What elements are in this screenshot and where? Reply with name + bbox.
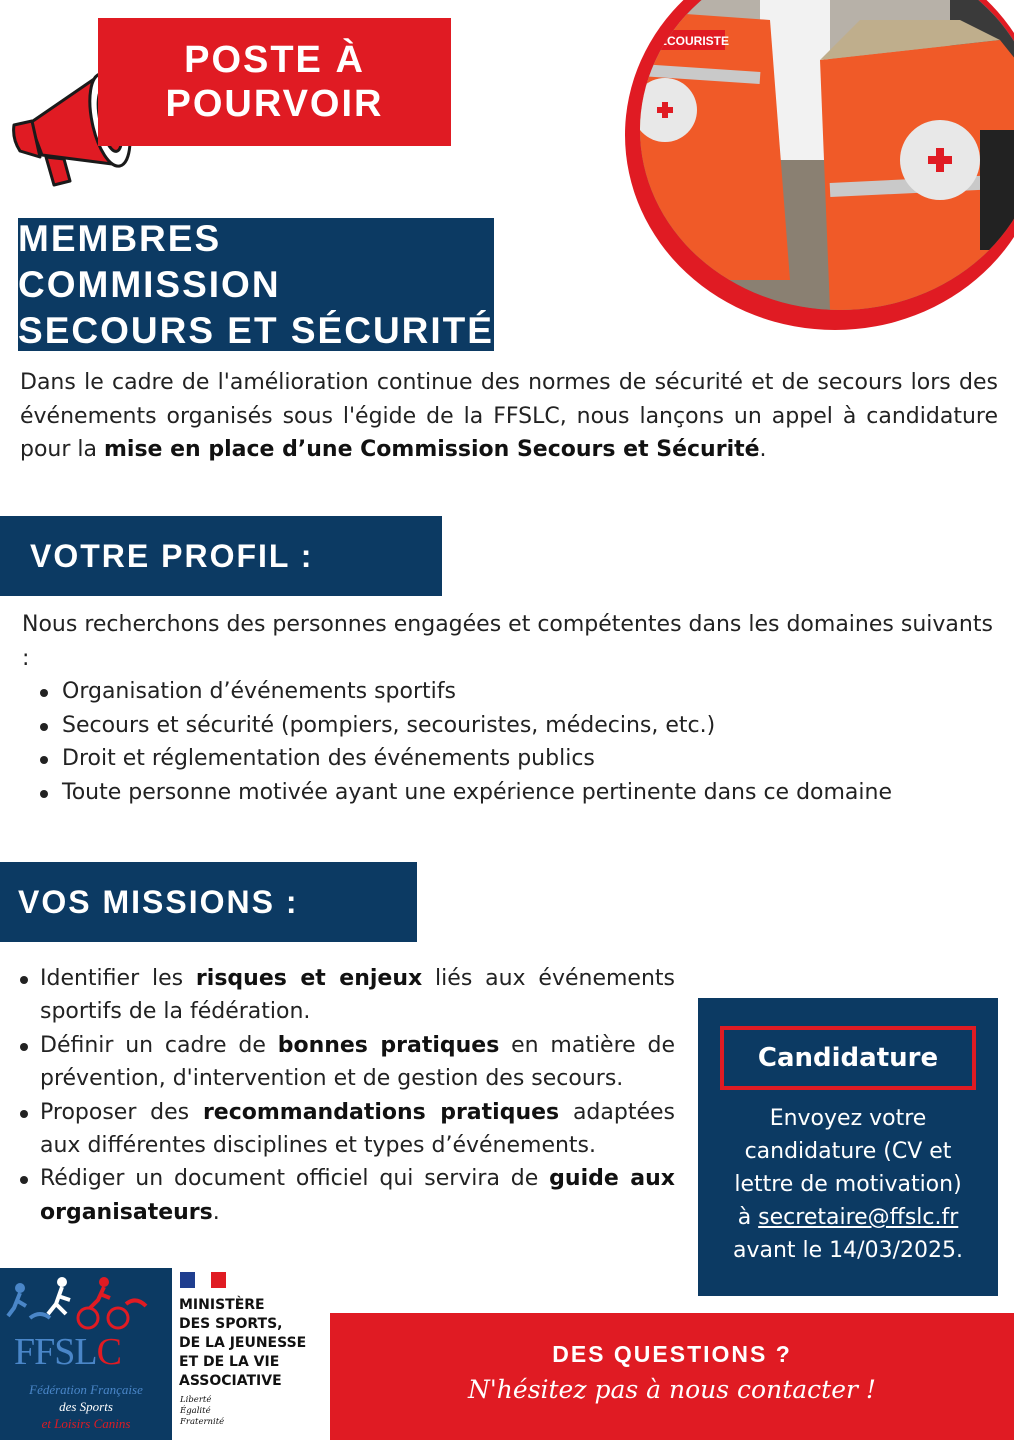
candidature-text bbox=[708, 1102, 988, 1267]
list-item: Secours et sécurité (pompiers, secouristes, médecins, etc.) bbox=[40, 709, 892, 743]
missions-heading: VOS MISSIONS : bbox=[18, 883, 299, 920]
candidature-box bbox=[698, 998, 998, 1296]
profile-list bbox=[40, 675, 892, 809]
email-link[interactable]: secretaire@ffslc.fr bbox=[758, 1205, 959, 1230]
photo-badge-text: SECOURISTE bbox=[650, 34, 730, 48]
candidature-title-frame bbox=[720, 1026, 976, 1090]
list-item: Rédiger un document officiel qui servira de guide aux organisateurs. bbox=[18, 1162, 675, 1229]
questions-subtitle: N'hésitez pas à nous contacter ! bbox=[468, 1375, 876, 1404]
list-item: Définir un cadre de bonnes pratiques en matière de prévention, d'intervention et de gestion des secours. bbox=[18, 1029, 675, 1096]
intro-text: Dans le cadre de l'amélioration continue des normes de sécurité et de secours lors des événements organisés sous l'égide de la FFSLC, nous lançons un appel à candidature pour la bbox=[20, 370, 998, 462]
ffslc-logo bbox=[0, 1268, 172, 1440]
candidature-title: Candidature bbox=[757, 1043, 939, 1073]
sports-silhouettes-icon bbox=[0, 1268, 172, 1338]
ffslc-wordmark: FFSLC bbox=[14, 1331, 121, 1373]
marianne-flag-icon bbox=[180, 1272, 226, 1288]
poste-a-pourvoir-banner bbox=[98, 18, 451, 146]
list-item: Toute personne motivée ayant une expérience pertinente dans ce domaine bbox=[40, 776, 892, 810]
title-line-2: SECOURS ET SÉCURITÉ bbox=[18, 309, 494, 351]
ffslc-subtitle: Fédération Française des Sports et Loisirs Canins bbox=[29, 1382, 143, 1431]
list-item: Identifier les risques et enjeux liés aux événements sportifs de la fédération. bbox=[18, 962, 675, 1029]
profile-heading-bar bbox=[0, 516, 442, 596]
list-item: Droit et réglementation des événements publics bbox=[40, 742, 892, 776]
questions-title: DES QUESTIONS ? bbox=[552, 1341, 792, 1367]
list-item: Proposer des recommandations pratiques adaptées aux différentes disciplines et types d’événements. bbox=[18, 1096, 675, 1163]
ministere-logo bbox=[172, 1262, 330, 1440]
profile-lead: Nous recherchons des personnes engagées et compétentes dans les domaines suivants : bbox=[22, 612, 993, 671]
list-item: Organisation d’événements sportifs bbox=[40, 675, 892, 709]
poste-line-1: POSTE À bbox=[184, 39, 365, 81]
ministere-name: MINISTÈRE DES SPORTS, DE LA JEUNESSE ET DE LA VIE ASSOCIATIVE bbox=[179, 1297, 307, 1389]
contact-banner bbox=[330, 1313, 1014, 1440]
candidature-email-line: à secretaire@ffslc.fr bbox=[737, 1205, 959, 1230]
profile-heading: VOTRE PROFIL : bbox=[30, 537, 314, 574]
candidature-line: candidature (CV et bbox=[744, 1139, 952, 1164]
candidature-deadline: avant le 14/03/2025. bbox=[733, 1238, 963, 1263]
republic-motto: Liberté Égalité Fraternité bbox=[180, 1395, 225, 1427]
intro-bold: mise en place d’une Commission Secours et Sécurité bbox=[104, 437, 760, 462]
intro-paragraph bbox=[20, 366, 998, 467]
missions-list bbox=[18, 962, 675, 1229]
intro-end: . bbox=[759, 437, 767, 462]
candidature-line: lettre de motivation) bbox=[734, 1172, 962, 1197]
poste-line-2: POURVOIR bbox=[165, 83, 384, 125]
candidature-line: Envoyez votre bbox=[769, 1106, 927, 1131]
missions-heading-bar bbox=[0, 862, 417, 942]
page-title bbox=[18, 218, 494, 351]
title-line-1: MEMBRES COMMISSION bbox=[18, 217, 281, 305]
